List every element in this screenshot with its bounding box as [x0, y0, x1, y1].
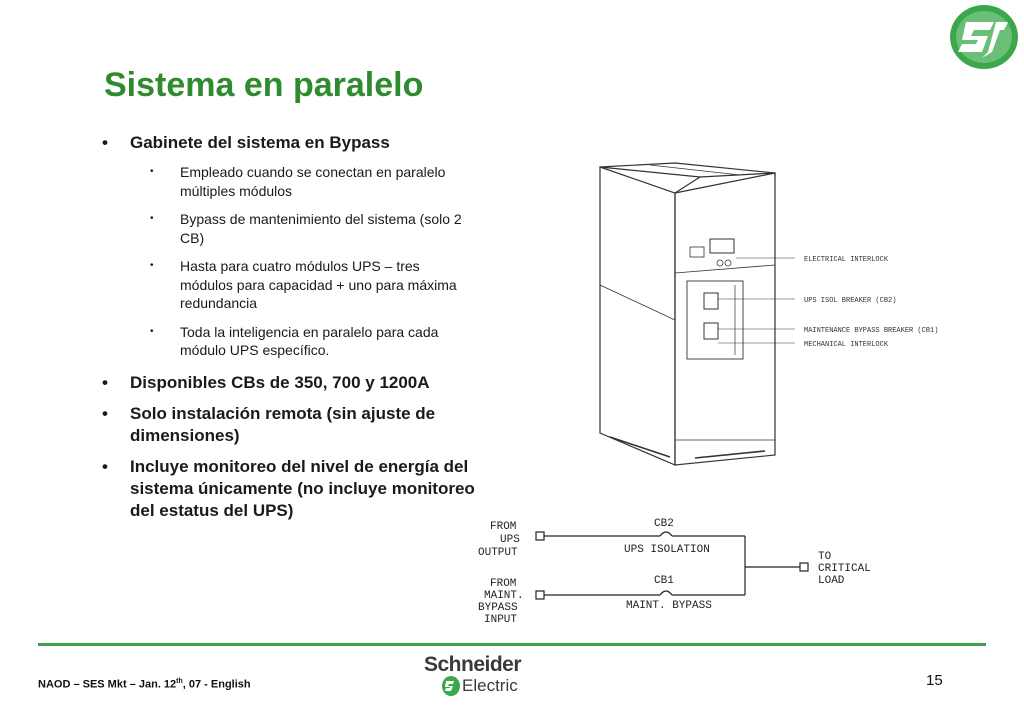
- bypass-cabinet-drawing: [590, 155, 960, 475]
- cb1-label: CB1: [654, 575, 674, 587]
- bullet-marker: •: [102, 133, 108, 152]
- schneider-se-logo-icon: [944, 2, 1024, 72]
- footer-caption: [38, 678, 251, 691]
- bullet-marker: •: [102, 403, 108, 423]
- sub-bullet-marker: •: [150, 213, 154, 224]
- to-load-line-3: LOAD: [818, 575, 845, 587]
- sub-bullet-marker: •: [150, 260, 154, 271]
- footer-divider: [38, 643, 986, 646]
- bullet-text: Gabinete del sistema en Bypass: [130, 133, 390, 152]
- footer-caption-prefix: NAOD – SES Mkt – Jan. 12: [38, 678, 177, 691]
- from-ups-line-2: UPS: [500, 534, 520, 546]
- label-electrical-interlock: ELECTRICAL INTERLOCK: [804, 256, 889, 264]
- from-maint-line-3: BYPASS: [478, 602, 518, 614]
- page-title: Sistema en paralelo: [104, 66, 424, 104]
- cb2-label: CB2: [654, 518, 674, 530]
- footer-caption-suffix: , 07 - English: [182, 678, 251, 691]
- brand-name: Schneider: [424, 653, 522, 676]
- label-ups-isol-breaker: UPS ISOL BREAKER (CB2): [804, 297, 897, 305]
- bullet-marker: •: [102, 372, 108, 392]
- bullet-item: [100, 132, 475, 154]
- brand-sub: Electric: [462, 676, 518, 695]
- label-maint-bypass-breaker: MAINTENANCE BYPASS BREAKER (CB1): [804, 327, 939, 335]
- to-load-line-1: TO: [818, 551, 832, 563]
- sub-bullet-item: [100, 210, 475, 247]
- sub-bullet-item: [100, 257, 475, 313]
- bullet-marker: •: [102, 456, 108, 476]
- bullet-list: [100, 132, 475, 531]
- from-maint-line-1: FROM: [490, 578, 517, 590]
- bullet-item: [100, 403, 475, 447]
- sub-bullet-text: Toda la inteligencia en paralelo para cada módulo UPS específico.: [180, 323, 439, 358]
- label-mechanical-interlock: MECHANICAL INTERLOCK: [804, 341, 889, 349]
- sub-bullet-marker: •: [150, 325, 154, 337]
- cb1-description: MAINT. BYPASS: [626, 600, 712, 612]
- schneider-electric-logo-icon: [442, 676, 460, 696]
- schneider-electric-logo: [424, 653, 544, 701]
- bullet-text: Solo instalación remota (sin ajuste de dimensiones): [130, 403, 436, 445]
- cb2-description: UPS ISOLATION: [624, 544, 710, 556]
- sub-bullet-marker: •: [150, 166, 154, 177]
- from-ups-line-3: OUTPUT: [478, 547, 518, 559]
- bypass-schematic: [470, 512, 890, 634]
- from-maint-line-2: MAINT.: [484, 590, 524, 602]
- bullet-text: Disponibles CBs de 350, 700 y 1200A: [130, 372, 430, 392]
- to-load-line-2: CRITICAL: [818, 563, 871, 575]
- from-ups-line-1: FROM: [490, 521, 517, 533]
- sub-bullet-list: [100, 163, 475, 360]
- page-number: 15: [926, 672, 943, 689]
- bullet-text: Incluye monitoreo del nivel de energía del sistema únicamente (no incluye monitoreo del estatus del UPS): [130, 456, 475, 520]
- sub-bullet-item: [100, 323, 475, 360]
- sub-bullet-item: [100, 163, 475, 200]
- from-maint-line-4: INPUT: [484, 614, 518, 626]
- bullet-item: [100, 372, 475, 394]
- sub-bullet-text: Empleado cuando se conectan en paralelo múltiples módulos: [180, 164, 446, 199]
- sub-bullet-text: Hasta para cuatro módulos UPS – tres módulos para capacidad + uno para máxima redundancia: [180, 258, 457, 311]
- sub-bullet-text: Bypass de mantenimiento del sistema (solo 2 CB): [180, 211, 462, 246]
- bullet-item: [100, 456, 475, 522]
- footer-caption-sup: th: [176, 678, 183, 685]
